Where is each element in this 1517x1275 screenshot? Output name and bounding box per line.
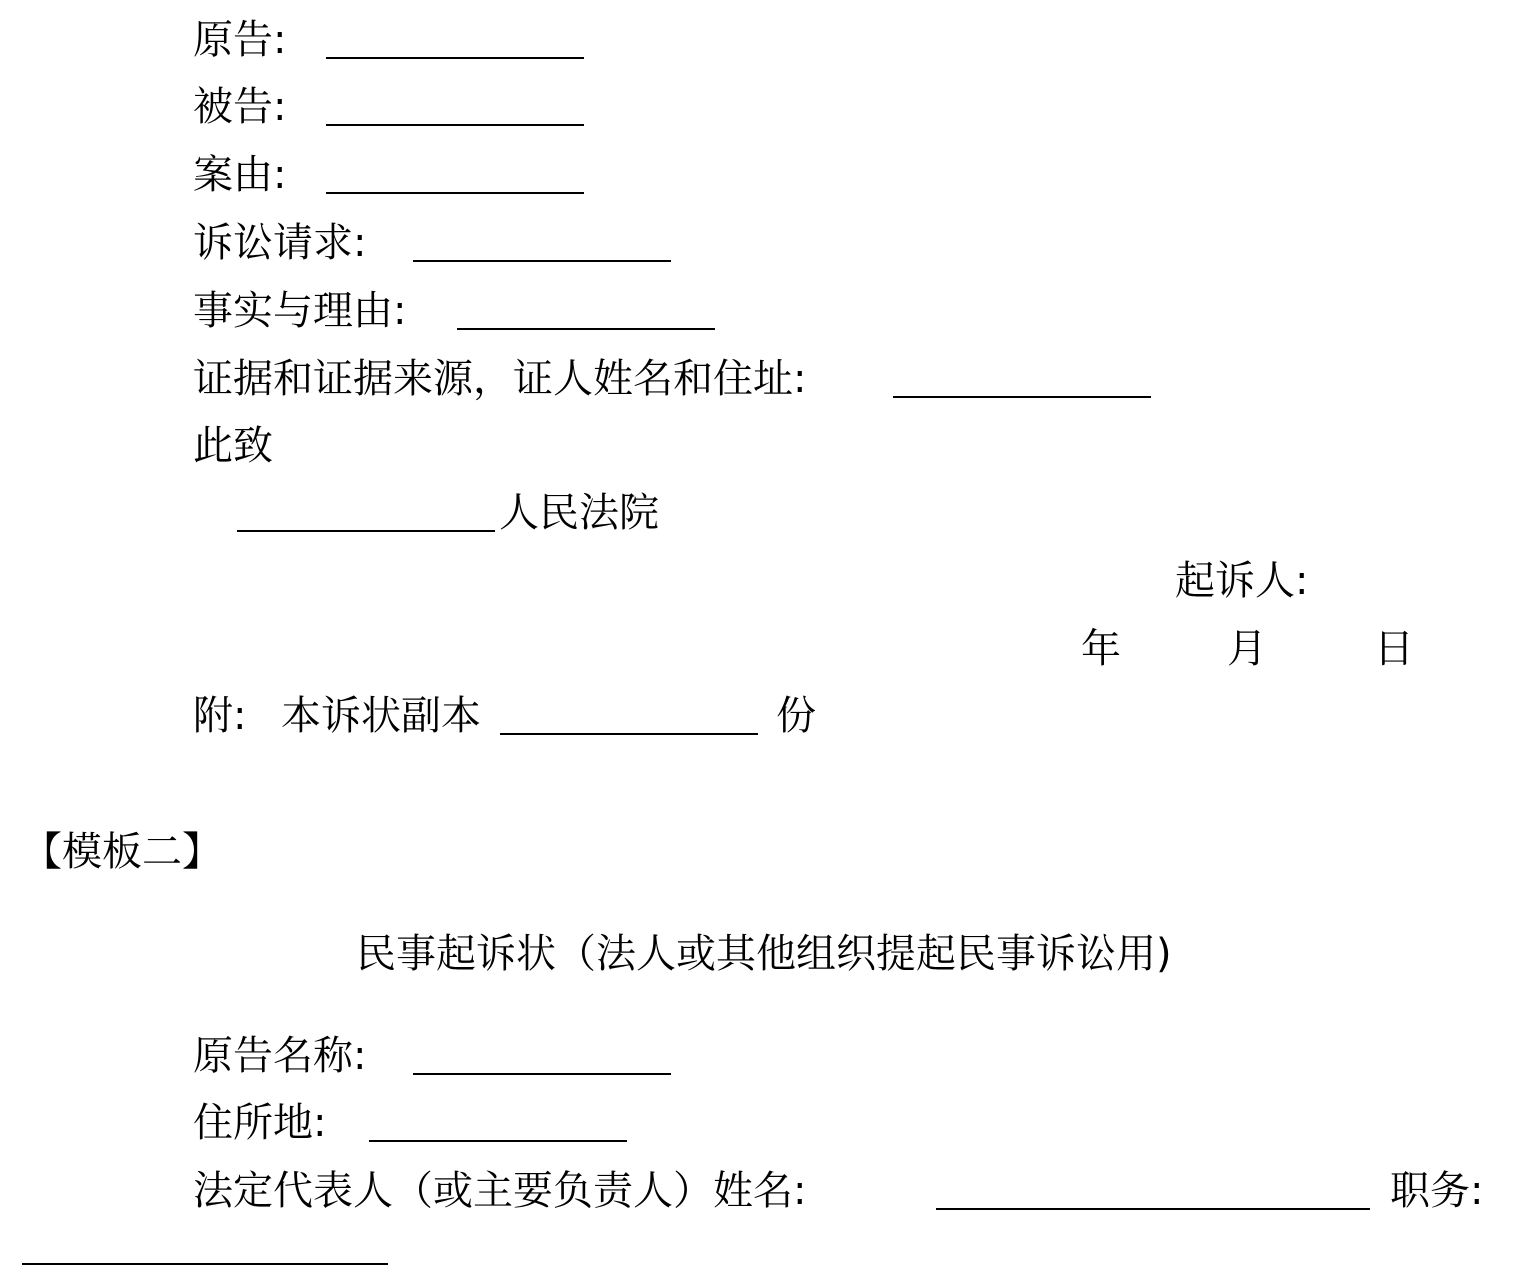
date-year: 年 xyxy=(1081,626,1121,672)
attachment-label: 附: xyxy=(193,693,247,739)
position-label: 职务: xyxy=(1390,1168,1484,1214)
evidence-label: 证据和证据来源，证人姓名和住址: xyxy=(193,356,807,402)
attachment-text: 本诉状副本 xyxy=(281,693,481,739)
position-blank[interactable] xyxy=(22,1263,388,1265)
cause-label: 案由: xyxy=(193,152,287,198)
attachment-unit: 份 xyxy=(776,693,816,739)
attachment-copies-blank[interactable] xyxy=(500,733,758,735)
evidence-blank[interactable] xyxy=(893,396,1151,398)
defendant-blank[interactable] xyxy=(326,124,584,126)
legal-rep-blank[interactable] xyxy=(936,1208,1370,1210)
salutation: 此致 xyxy=(193,423,273,469)
claims-label: 诉讼请求: xyxy=(193,220,367,266)
claims-blank[interactable] xyxy=(413,260,671,262)
template-two-heading: 【模板二】 xyxy=(22,829,222,875)
facts-blank[interactable] xyxy=(457,328,715,330)
facts-label: 事实与理由: xyxy=(193,288,407,334)
court-suffix: 人民法院 xyxy=(499,490,659,536)
plaintiff-blank[interactable] xyxy=(326,57,584,59)
document-title: 民事起诉状（法人或其他组织提起民事诉讼用) xyxy=(356,931,1172,977)
legal-rep-label: 法定代表人（或主要负责人）姓名: xyxy=(193,1168,807,1214)
date-day: 日 xyxy=(1374,626,1414,672)
plaintiff-label: 原告: xyxy=(193,17,287,63)
court-name-blank[interactable] xyxy=(237,530,495,532)
plaintiff-name-label: 原告名称: xyxy=(193,1033,367,1079)
date-month: 月 xyxy=(1227,626,1267,672)
defendant-label: 被告: xyxy=(193,84,287,130)
cause-blank[interactable] xyxy=(326,192,584,194)
plaintiff-name-blank[interactable] xyxy=(413,1073,671,1075)
domicile-blank[interactable] xyxy=(369,1140,627,1142)
signer-label: 起诉人: xyxy=(1175,558,1309,604)
domicile-label: 住所地: xyxy=(193,1100,327,1146)
